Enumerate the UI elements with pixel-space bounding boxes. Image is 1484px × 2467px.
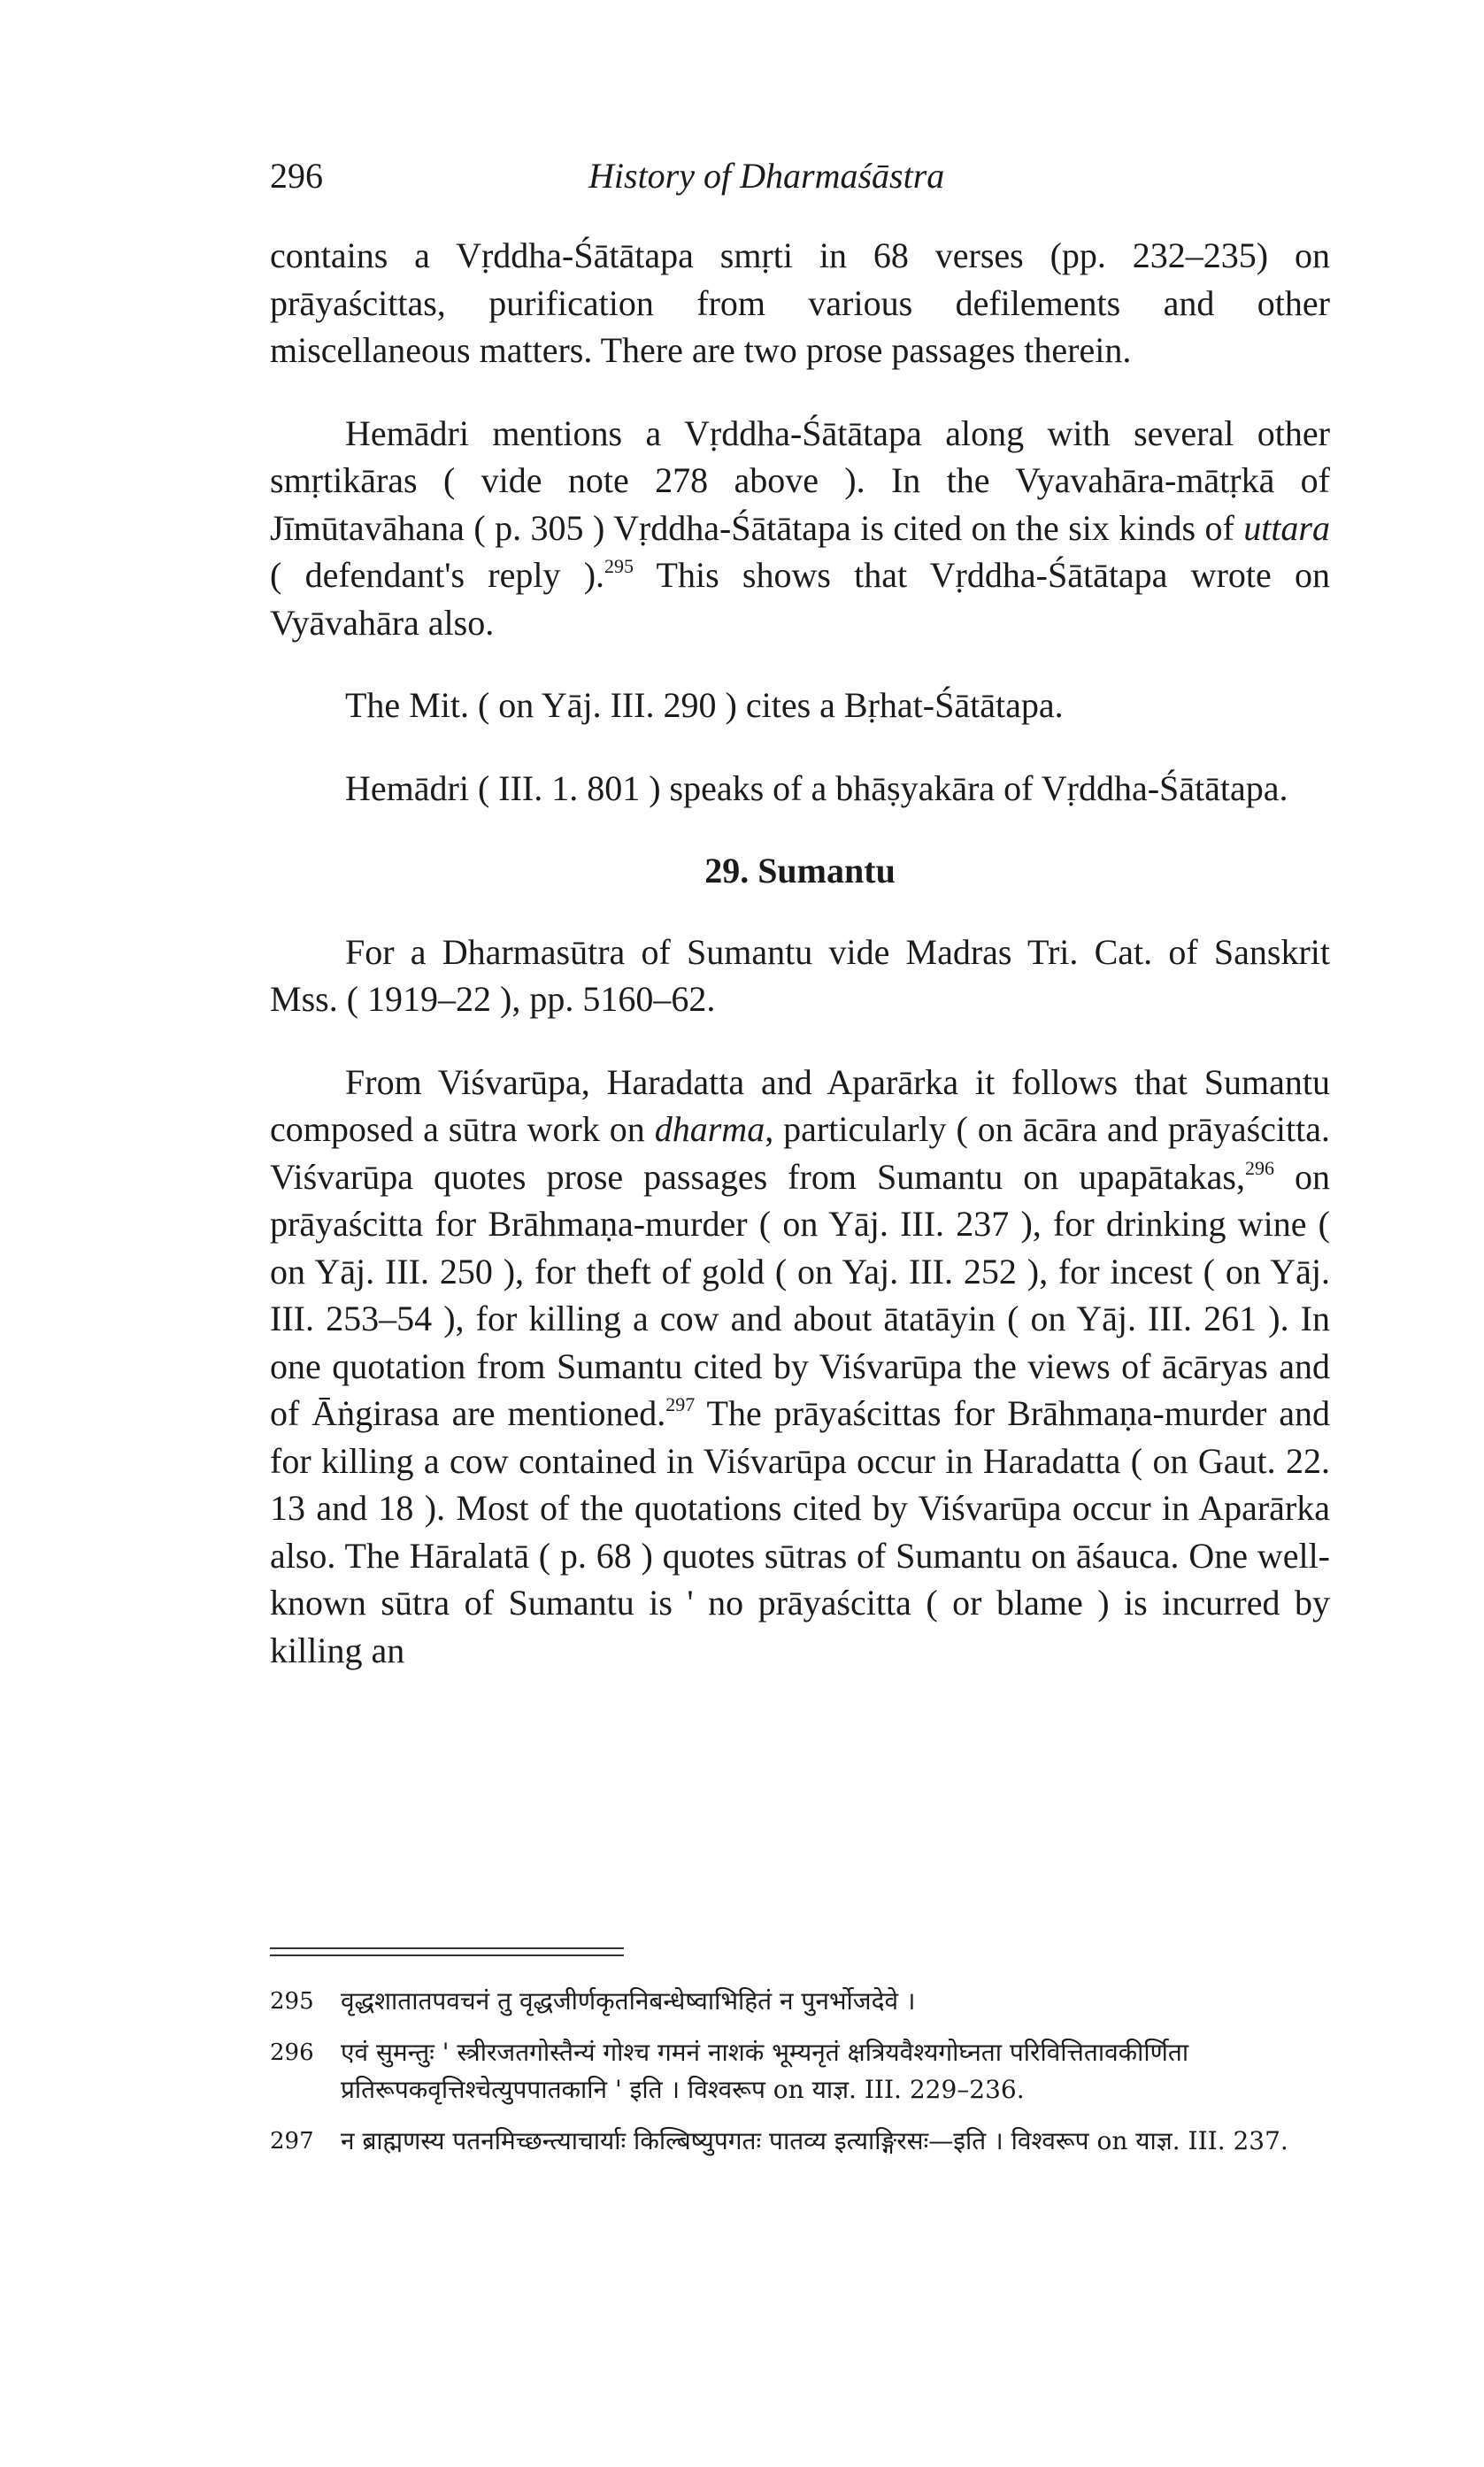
footnote-ref-297[interactable]: 297	[665, 1393, 696, 1415]
paragraph-2	[270, 410, 1330, 647]
paragraph-6-text-c: on prāyaścitta for Brāhmaṇa-murder ( on Yāj. III. 237 ), for drinking wine ( on Yāj. III. 250 ), for theft of gold ( on Yaj. III. 252 ), for incest ( on Yāj. III. 253–54 ), for killing a cow and about ātatāyin ( on Yāj. III. 261 ). In one quotation from Sumantu cited by Viśvarūpa the views of ācāryas and of Āṅgirasa are mentioned.	[270, 1156, 1331, 1433]
footnote-text: एवं सुमन्तुः ' स्त्रीरजतगोस्तैन्यं गोश्च गमनं नाशकं भूम्यनृतं क्षत्रियवैश्यगोघ्नता परिवित्तितावकीर्णिता प्रतिरूपकवृत्तिश्चेत्युपपातकानि ' इति । विश्वरूप on याज्ञ. III. 229–236.	[341, 2038, 1189, 2104]
paragraph-4: Hemādri ( III. 1. 801 ) speaks of a bhāṣyakāra of Vṛddha-Śātātapa.	[345, 767, 1288, 808]
footnote-text: वृद्धशातातपवचनं तु वृद्धजीर्णकृतनिबन्धेष्वाभिहितं न पुनर्भोजदेवे ।	[341, 1986, 916, 2016]
footnote-text: न ब्राह्मणस्य पतनमिच्छन्त्याचार्याः किल्बिष्युपगतः पातव्य इत्याङ्गिरसः—इति । विश्वरूप on याज्ञ. III. 237.	[341, 2126, 1288, 2155]
paragraph-6-text-a: From Viśvarūpa, Haradatta and Aparārka it follows that Sumantu composed a sūtra work on	[270, 1061, 1330, 1149]
italic-term-uttara: uttara	[1243, 507, 1330, 548]
section-heading: 29. Sumantu	[704, 851, 896, 890]
footnote-297	[270, 2123, 1330, 2160]
footnote-295	[270, 1983, 1330, 2020]
paragraph-2-text-c: This shows that Vṛddha-Śātātapa wrote on Vyāvahāra also.	[270, 555, 1331, 643]
running-title: History of Dharmaśāstra	[588, 156, 945, 196]
footnote-number: 295	[270, 1988, 314, 2015]
footnote-296	[270, 2034, 1330, 2109]
paragraph-1: contains a Vṛddha-Śātātapa smṛti in 68 verses (pp. 232–235) on prāyaścittas, purification from various defilements and other miscellaneous matters. There are two prose passages therein.	[270, 235, 1330, 370]
paragraph-6	[270, 1059, 1330, 1675]
body-text	[270, 232, 1330, 1674]
page-header	[270, 155, 1358, 208]
paragraph-6-text-d: The prāyaścittas for Brāhmaṇa-murder and for killing a cow contained in Viśvarūpa occur in Haradatta ( on Gaut. 22. 13 and 18 ). Most of the quotations cited by Viśvarūpa occur in Aparārka also. The Hāralatā ( p. 68 ) quotes sūtras of Sumantu on āśauca. One well-known sūtra of Sumantu is ' no prāyaścitta ( or blame ) is incurred by killing an	[270, 1393, 1331, 1670]
italic-term-dharma: dharma	[654, 1109, 765, 1149]
footnotes	[270, 1983, 1330, 2174]
footnote-ref-296[interactable]: 296	[1244, 1156, 1274, 1179]
page-number: 296	[270, 156, 323, 196]
footnote-number: 296	[270, 2039, 314, 2066]
paragraph-2-text-a: Hemādri mentions a Vṛddha-Śātātapa along with several other smṛtikāras ( vide note 278 above ). In the Vyavahāra-mātṛkā of Jīmūtavāhana ( p. 305 ) Vṛddha-Śātātapa is cited on the six kinds of	[270, 412, 1330, 548]
footnote-number: 297	[270, 2128, 314, 2155]
footnote-ref-295[interactable]: 295	[604, 555, 634, 577]
paragraph-3: The Mit. ( on Yāj. III. 290 ) cites a Bṛhat-Śātātapa.	[345, 685, 1064, 725]
paragraph-6-text-b: , particularly ( on ācāra and prāyaścitta. Viśvarūpa quotes prose passages from Sumantu on upapātakas,	[270, 1109, 1330, 1197]
paragraph-2-text-b: ( defendant's reply ).	[270, 555, 605, 595]
footnote-divider	[270, 1947, 624, 1956]
paragraph-5: For a Dharmasūtra of Sumantu vide Madras Tri. Cat. of Sanskrit Mss. ( 1919–22 ), pp. 5160–62.	[270, 931, 1330, 1019]
